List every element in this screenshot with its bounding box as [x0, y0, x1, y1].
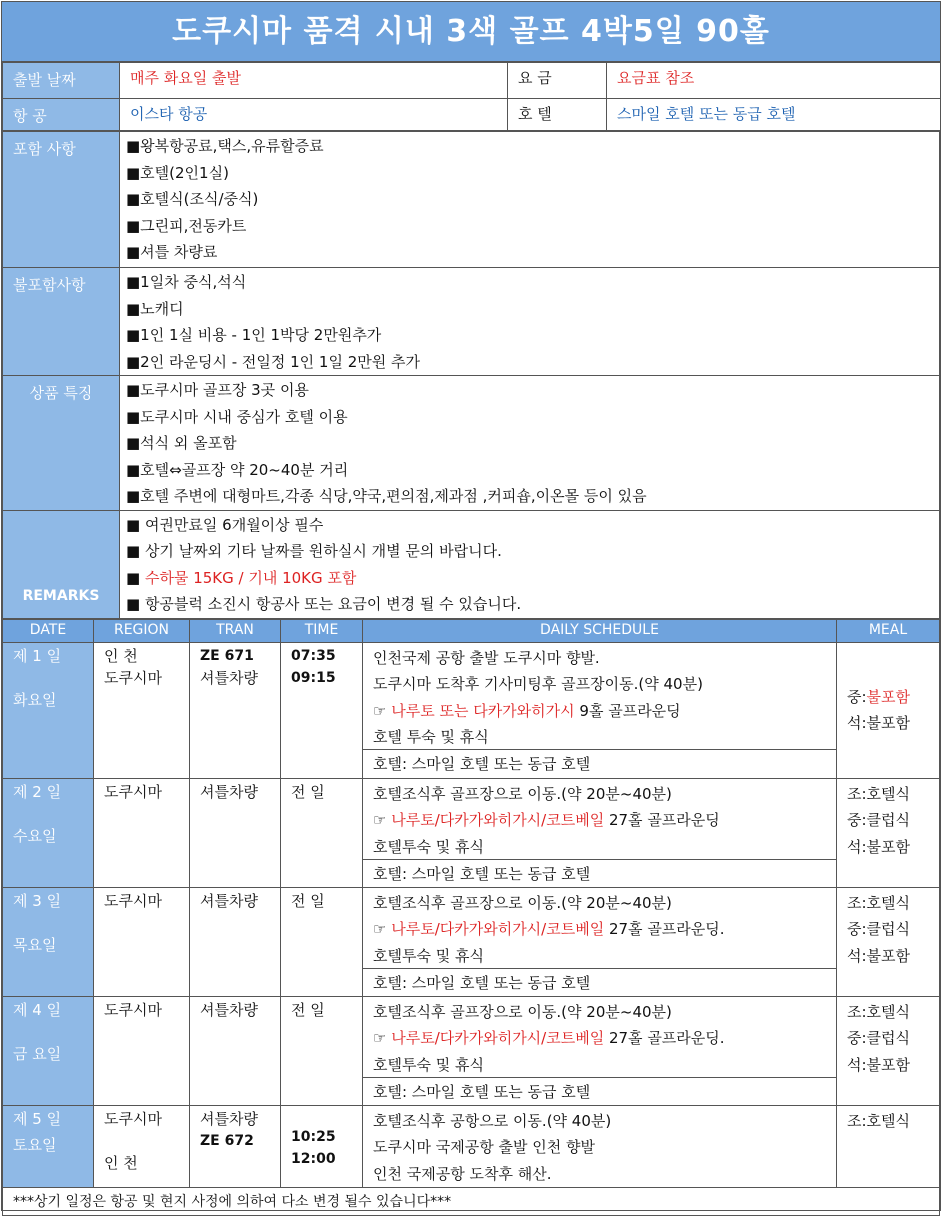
day-number: 제 3 일 [13, 890, 93, 912]
list-item: ■1인 1실 비용 - 1인 1박당 2만원추가 [120, 322, 939, 349]
weekday: 금 요일 [13, 1043, 93, 1065]
region-cell [94, 642, 190, 778]
time-cell [281, 1105, 363, 1188]
time: 전 일 [291, 890, 362, 912]
table-row [3, 1105, 940, 1188]
meal-value: 불포함 [867, 688, 910, 706]
region: 도쿠시마 [104, 999, 189, 1021]
time-cell [281, 887, 363, 996]
day-number: 제 5 일 [13, 1108, 93, 1130]
airline-label: 항 공 [3, 99, 120, 131]
price-label: 요 금 [508, 63, 607, 99]
meal-prefix: 중: [847, 811, 867, 829]
region: 인 천 [104, 645, 189, 667]
meal-prefix: 석: [847, 947, 867, 965]
list-item: ■왕복항공료,택스,유류할증료 [120, 133, 939, 160]
daily-schedule-cell [363, 642, 837, 778]
meal-item [847, 684, 939, 711]
footer-row [3, 1188, 940, 1216]
excluded-label: 불포함사항 [3, 268, 120, 376]
header-tran: TRAN [190, 619, 281, 642]
list-item: ■ 항공블럭 소진시 항공사 또는 요금이 변경 될 수 있습니다. [120, 591, 939, 618]
meal-prefix: 중: [847, 688, 867, 706]
tran-cell [190, 887, 281, 996]
meal-item [847, 943, 939, 970]
golf-detail: 27홀 골프라운딩. [604, 1029, 724, 1047]
weekday: 수요일 [13, 825, 93, 847]
flight-number: ZE 672 [200, 1130, 280, 1152]
time: 전 일 [291, 999, 362, 1021]
bullet: ■ [126, 569, 145, 587]
time: 10:25 [291, 1126, 362, 1148]
meal-prefix: 조: [847, 894, 867, 912]
day-number: 제 4 일 [13, 999, 93, 1021]
day-cell [3, 642, 94, 778]
meal-prefix: 조: [847, 1003, 867, 1021]
golf-detail: 27홀 골프라운딩. [604, 920, 724, 938]
transport: 셔틀차량 [200, 667, 280, 689]
list-item: ■ 상기 날짜외 기타 날짜를 원하실시 개별 문의 바랍니다. [120, 538, 939, 565]
schedule-line: 호텔 투숙 및 휴식 [373, 724, 836, 751]
schedule-line: 인천국제 공항 출발 도쿠시마 향발. [373, 645, 836, 672]
header-meal: MEAL [837, 619, 940, 642]
hotel-line: 호텔: 스마일 호텔 또는 동급 호텔 [363, 1077, 836, 1105]
schedule-line: 호텔투숙 및 휴식 [373, 1052, 836, 1079]
hotel-line: 호텔: 스마일 호텔 또는 동급 호텔 [363, 968, 836, 996]
meal-value: 불포함 [867, 947, 910, 965]
flight-number: ZE 671 [200, 645, 280, 667]
day-number: 제 2 일 [13, 781, 93, 803]
day-cell [3, 887, 94, 996]
region-cell [94, 996, 190, 1105]
meal-value: 불포함 [867, 838, 910, 856]
remarks-list [120, 510, 940, 618]
meal-prefix: 조: [847, 785, 867, 803]
meal-cell [837, 887, 940, 996]
day-number: 제 1 일 [13, 645, 93, 667]
meal-value: 불포함 [867, 714, 910, 732]
info-table [2, 62, 941, 131]
list-item: ■ 여권만료일 6개월이상 필수 [120, 512, 939, 539]
header-region: REGION [94, 619, 190, 642]
schedule-header-row [3, 619, 940, 642]
time-cell [281, 642, 363, 778]
meal-value: 클럽식 [867, 811, 910, 829]
list-item: ■호텔⇔골프장 약 20~40분 거리 [120, 457, 939, 484]
details-table [2, 131, 940, 619]
list-item: ■셔틀 차량료 [120, 239, 939, 266]
header-daily-schedule: DAILY SCHEDULE [363, 619, 837, 642]
transport: 셔틀차량 [200, 1108, 280, 1130]
transport: 셔틀차량 [200, 890, 280, 912]
tran-cell [190, 778, 281, 887]
meal-item [847, 1052, 939, 1079]
meal-value: 호텔식 [867, 785, 910, 803]
departure-value: 매주 화요일 출발 [120, 63, 508, 99]
meal-prefix: 석: [847, 714, 867, 732]
meal-item [847, 916, 939, 943]
weekday: 토요일 [13, 1134, 93, 1156]
daily-schedule-cell [363, 887, 837, 996]
meal-item [847, 890, 939, 917]
list-item: ■호텔 주변에 대형마트,각종 식당,약국,편의점,제과점 ,커피숍,이온몰 등이 있음 [120, 483, 939, 510]
meal-item [847, 834, 939, 861]
golf-detail: 9홀 골프라운딩 [575, 702, 681, 720]
golf-course: 나루토/다카가와히가시/코트베일 [391, 920, 604, 938]
table-row [3, 642, 940, 778]
time: 전 일 [291, 781, 362, 803]
list-item: ■노캐디 [120, 296, 939, 323]
schedule-line: 인천 국제공항 도착후 해산. [373, 1161, 836, 1188]
hotel-value: 스마일 호텔 또는 동급 호텔 [607, 99, 941, 131]
hotel-label: 호 텔 [508, 99, 607, 131]
pointing-hand-icon: ☞ [373, 702, 391, 720]
meal-item: 조:호텔식 [847, 1108, 939, 1135]
transport: 셔틀차량 [200, 781, 280, 803]
schedule-line: 호텔조식후 공항으로 이동.(약 40분) [373, 1108, 836, 1135]
golf-line [373, 1025, 836, 1052]
included-label: 포함 사항 [3, 132, 120, 268]
schedule-line: 호텔조식후 골프장으로 이동.(약 20분~40분) [373, 781, 836, 808]
time-cell [281, 778, 363, 887]
schedule-line: 호텔조식후 골프장으로 이동.(약 20분~40분) [373, 890, 836, 917]
day-cell [3, 778, 94, 887]
meal-value: 호텔식 [867, 1003, 910, 1021]
transport: 셔틀차량 [200, 999, 280, 1021]
golf-detail: 27홀 골프라운딩 [604, 811, 720, 829]
region: 도쿠시마 [104, 1108, 189, 1130]
region: 도쿠시마 [104, 667, 189, 689]
schedule-line: 도쿠시마 도착후 기사미팅후 골프장이동.(약 40분) [373, 671, 836, 698]
daily-schedule-cell [363, 1105, 837, 1188]
time: 07:35 [291, 645, 362, 667]
region-cell [94, 1105, 190, 1188]
excluded-list [120, 268, 940, 376]
weekday: 화요일 [13, 689, 93, 711]
list-item: ■호텔(2인1실) [120, 160, 939, 187]
header-time: TIME [281, 619, 363, 642]
list-item: ■석식 외 올포함 [120, 430, 939, 457]
meal-cell [837, 1105, 940, 1188]
remarks-label: REMARKS [3, 510, 120, 618]
golf-line [373, 698, 836, 725]
list-item: ■그린피,전동카트 [120, 213, 939, 240]
meal-prefix: 석: [847, 838, 867, 856]
meal-cell [837, 996, 940, 1105]
golf-line [373, 916, 836, 943]
departure-label: 출발 날짜 [3, 63, 120, 99]
meal-prefix: 중: [847, 1029, 867, 1047]
golf-line [373, 807, 836, 834]
meal-cell [837, 778, 940, 887]
tran-cell [190, 642, 281, 778]
golf-course: 나루토 또는 다카가와히가시 [391, 702, 574, 720]
pointing-hand-icon: ☞ [373, 920, 391, 938]
table-row [3, 778, 940, 887]
meal-value: 클럽식 [867, 920, 910, 938]
time: 09:15 [291, 667, 362, 689]
day-cell [3, 996, 94, 1105]
meal-prefix: 중: [847, 920, 867, 938]
schedule-line: 호텔투숙 및 휴식 [373, 834, 836, 861]
baggage-note: 수하물 15KG / 기내 10KG 포함 [145, 569, 356, 587]
price-value: 요금표 참조 [607, 63, 941, 99]
meal-value: 불포함 [867, 1056, 910, 1074]
meal-prefix: 석: [847, 1056, 867, 1074]
region: 도쿠시마 [104, 781, 189, 803]
meal-value: 클럽식 [867, 1029, 910, 1047]
meal-item [847, 1025, 939, 1052]
footer-note: ***상기 일정은 항공 및 현지 사정에 의하여 다소 변경 될수 있습니다*** [3, 1188, 940, 1216]
list-item: ■1일차 중식,석식 [120, 269, 939, 296]
hotel-line: 호텔: 스마일 호텔 또는 동급 호텔 [363, 749, 836, 777]
features-label: 상품 특징 [3, 376, 120, 511]
schedule-table [2, 619, 940, 1216]
tran-cell [190, 1105, 281, 1188]
golf-course: 나루토/다카가와히가시/코트베일 [391, 1029, 604, 1047]
time-cell [281, 996, 363, 1105]
meal-value: 호텔식 [867, 894, 910, 912]
list-item: ■도쿠시마 시내 중심가 호텔 이용 [120, 404, 939, 431]
meal-cell [837, 642, 940, 778]
schedule-line: 도쿠시마 국제공항 출발 인천 향발 [373, 1134, 836, 1161]
region: 인 천 [104, 1152, 189, 1174]
airline-value: 이스타 항공 [120, 99, 508, 131]
page-title: 도쿠시마 품격 시내 3색 골프 4박5일 90홀 [2, 2, 940, 62]
region-cell [94, 778, 190, 887]
itinerary-document [1, 1, 941, 1211]
region: 도쿠시마 [104, 890, 189, 912]
pointing-hand-icon: ☞ [373, 811, 391, 829]
schedule-line: 호텔조식후 골프장으로 이동.(약 20분~40분) [373, 999, 836, 1026]
table-row [3, 996, 940, 1105]
list-item: ■2인 라운딩시 - 전일정 1인 1일 2만원 추가 [120, 349, 939, 376]
weekday: 목요일 [13, 934, 93, 956]
tran-cell [190, 996, 281, 1105]
time: 12:00 [291, 1148, 362, 1170]
header-date: DATE [3, 619, 94, 642]
meal-item [847, 999, 939, 1026]
region-cell [94, 887, 190, 996]
list-item-baggage [120, 565, 939, 592]
included-list [120, 132, 940, 268]
schedule-line: 호텔투숙 및 휴식 [373, 943, 836, 970]
golf-course: 나루토/다카가와히가시/코트베일 [391, 811, 604, 829]
features-list [120, 376, 940, 511]
daily-schedule-cell [363, 778, 837, 887]
pointing-hand-icon: ☞ [373, 1029, 391, 1047]
table-row [3, 887, 940, 996]
meal-item [847, 807, 939, 834]
meal-item [847, 781, 939, 808]
day-cell [3, 1105, 94, 1188]
list-item: ■도쿠시마 골프장 3곳 이용 [120, 377, 939, 404]
daily-schedule-cell [363, 996, 837, 1105]
hotel-line: 호텔: 스마일 호텔 또는 동급 호텔 [363, 859, 836, 887]
list-item: ■호텔식(조식/중식) [120, 186, 939, 213]
meal-item [847, 710, 939, 737]
